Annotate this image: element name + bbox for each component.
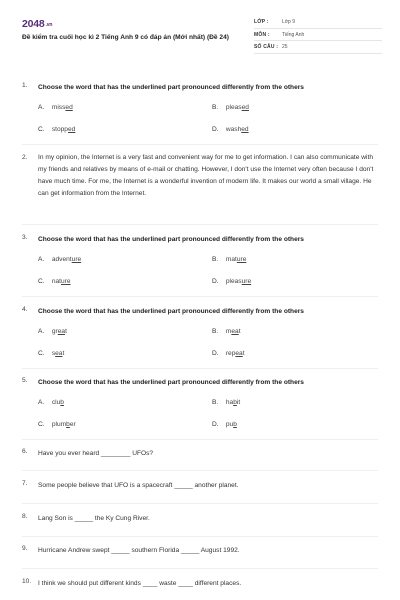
question-3 <box>22 234 382 294</box>
option-b[interactable]: B. pleased <box>212 104 249 111</box>
question-number: 10. <box>22 578 32 585</box>
question-5 <box>22 377 382 437</box>
option-a[interactable]: A. adventure <box>38 256 82 263</box>
question-6 <box>22 448 382 462</box>
option-b[interactable]: B. meat <box>212 328 241 335</box>
question-9 <box>22 545 382 559</box>
option-a[interactable]: A. missed <box>38 104 73 111</box>
question-prompt: Choose the word that has the underlined part pronounced differently from the others <box>38 84 304 91</box>
option-b[interactable]: B. habit <box>212 399 241 406</box>
option-d[interactable]: D. repeat <box>212 350 245 357</box>
info-value: Lớp 9 <box>282 19 296 25</box>
option-d[interactable]: D. pub <box>212 421 237 428</box>
option-a[interactable]: A. great <box>38 328 67 335</box>
question-number: 8. <box>22 513 28 520</box>
exam-info-panel <box>254 16 382 54</box>
question-number: 6. <box>22 448 28 455</box>
option-c[interactable]: C. seat <box>38 350 65 357</box>
divider <box>22 368 378 369</box>
question-prompt: Choose the word that has the underlined part pronounced differently from the others <box>38 379 304 386</box>
question-prompt: Choose the word that has the underlined part pronounced differently from the others <box>38 308 304 315</box>
divider <box>22 568 378 569</box>
divider <box>22 144 378 145</box>
info-row-subject <box>254 29 382 42</box>
option-c[interactable]: C. stopped <box>38 126 76 133</box>
question-prompt: Choose the word that has the underlined part pronounced differently from the others <box>38 236 304 243</box>
question-passage: In my opinion, the Internet is a very fast and convenient way for me to get information. I can also communicate with my friends and relatives by means of e-mail or chatting. However, I don't use the Internet very often because I don't have much time. For me, the Internet is a wonderful invention of modern life. It makes our world a small village. He can get information from the Internet. <box>38 154 374 197</box>
info-label: SỐ CÂU : <box>254 44 279 50</box>
question-number: 7. <box>22 480 28 487</box>
question-number: 9. <box>22 545 28 552</box>
divider <box>22 296 378 297</box>
question-4 <box>22 306 382 366</box>
divider <box>22 439 378 440</box>
question-prompt: I think we should put different kinds ____ waste ____ different places. <box>38 580 242 587</box>
site-logo[interactable]: 2048.vn <box>22 18 53 30</box>
option-b[interactable]: B. mature <box>212 256 247 263</box>
option-a[interactable]: A. club <box>38 399 64 406</box>
question-1 <box>22 82 382 142</box>
info-label: MÔN : <box>254 31 270 38</box>
question-number: 5. <box>22 377 28 384</box>
divider <box>22 224 378 225</box>
question-8 <box>22 513 382 527</box>
question-number: 3. <box>22 234 28 241</box>
divider <box>22 470 378 471</box>
document-header <box>22 14 382 59</box>
question-number: 1. <box>22 82 28 89</box>
question-prompt: Hurricane Andrew swept _____ southern Florida _____ August 1992. <box>38 547 240 554</box>
question-number: 2. <box>22 154 28 161</box>
info-label: LỚP : <box>254 19 269 25</box>
question-7 <box>22 480 382 494</box>
question-prompt: Some people believe that UFO is a spacecraft _____ another planet. <box>38 482 239 489</box>
option-d[interactable]: D. pleasure <box>212 278 252 285</box>
info-row-class <box>254 16 382 29</box>
info-value: 25 <box>282 44 288 50</box>
question-number: 4. <box>22 306 28 313</box>
option-c[interactable]: C. plumber <box>38 421 76 428</box>
info-value: Tiếng Anh <box>282 31 305 38</box>
document-title: Đề kiểm tra cuối học kì 2 Tiếng Anh 9 có đáp án (Mới nhất) (Đề 24) <box>22 34 229 41</box>
question-prompt: Lang Son is _____ the Ky Cung River. <box>38 515 150 522</box>
question-10 <box>22 578 382 592</box>
divider <box>22 503 378 504</box>
divider <box>22 536 378 537</box>
question-2 <box>22 154 382 216</box>
option-d[interactable]: D. washed <box>212 126 249 133</box>
option-c[interactable]: C. nature <box>38 278 71 285</box>
info-row-question-count <box>254 41 382 54</box>
question-prompt: Have you ever heard ________ UFOs? <box>38 450 154 457</box>
